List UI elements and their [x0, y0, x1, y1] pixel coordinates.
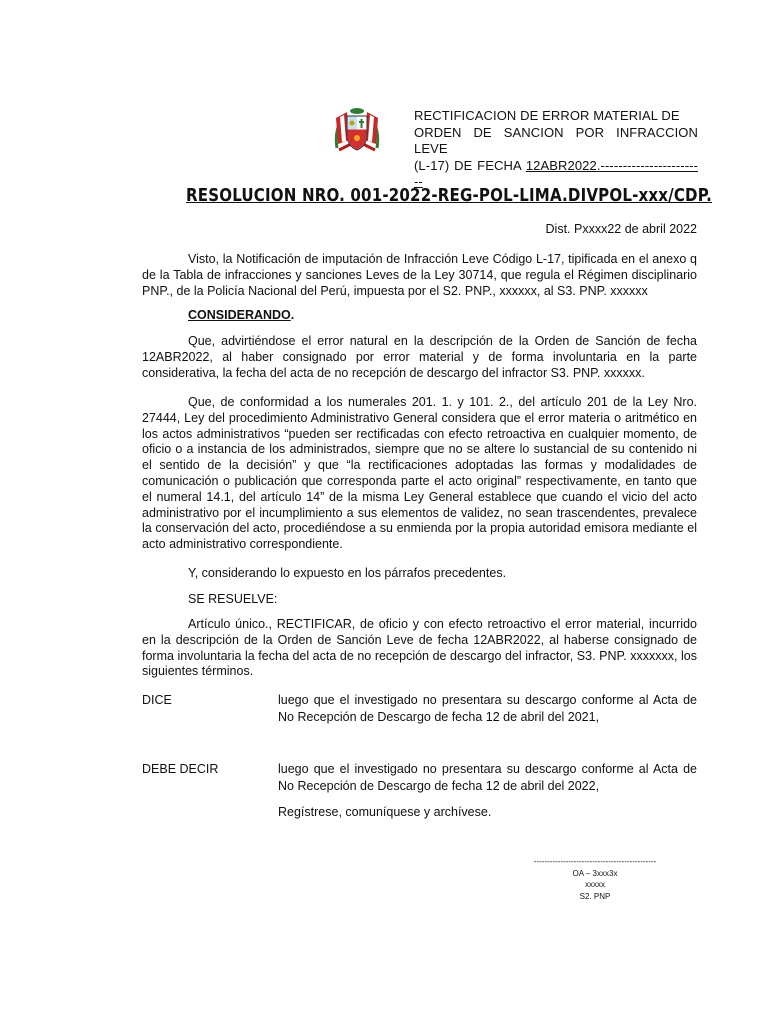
peru-coat-of-arms-icon — [331, 106, 383, 156]
header-title-line: RECTIFICACION DE ERROR MATERIAL DE — [414, 108, 680, 123]
signature-line: ---------------------------------------------- — [533, 857, 657, 866]
se-resuelve-heading: SE RESUELVE: — [188, 592, 278, 606]
header-title-date-value: 12ABR2022 — [525, 157, 597, 173]
debe-decir-label: DEBE DECIR — [142, 762, 219, 776]
considerando-suffix: . — [290, 308, 295, 322]
date-line: Dist. Pxxxx22 de abril 2022 — [545, 222, 697, 236]
signature-id: xxxxx — [585, 880, 605, 889]
signature-name: OA – 3xxx3x — [572, 868, 618, 878]
header-title-prefix: (L-17) DE FECHA — [414, 157, 526, 173]
signature-block — [525, 856, 665, 902]
considering-summary: Y, considerando lo expuesto en los párrafos precedentes. — [188, 566, 507, 580]
header-title-dashes: .------------------------ — [414, 157, 698, 189]
dice-text: luego que el investigado no presentara su descargo conforme al Acta de No Recepción de Descargo de fecha 12 de abril del 2021, — [278, 693, 697, 724]
header-title-line: ORDEN DE SANCION POR INFRACCION LEVE — [414, 124, 698, 156]
considerando-label: CONSIDERANDO — [188, 308, 291, 322]
considerando-paragraph-2: Que, de conformidad a los numerales 201. 1. y 101. 2., del artículo 201 de la Ley Nro. 27444, Ley del procedimiento Administrativo General considera que el error materia o aritmético en los actos administrativos “pueden ser rectificadas con efecto retroactiva en cualquier momento, de oficio o a instancia de los administrados, siempre que no se altere lo sustancial de su contenido ni el sentido de la decisión” y que “la rectificaciones adoptadas las formas y modalidades de comunicación o publicación que corresponda parte el acto original” respectivamente, en tanto que el numeral 14.1, del artículo 14” de la misma Ley General establece que cuando el vicio del acto administrativo por el incumplimiento a sus elementos de validez, no sean trascendentes, prevalece la conservación del acto, procediéndose a su enmienda por la propia autoridad emisora mediante el acto administrativo correspondiente. — [142, 395, 697, 552]
document-header-title — [414, 108, 698, 191]
debe-decir-text: luego que el investigado no presentara su descargo conforme al Acta de No Recepción de Descargo de fecha 12 de abril del 2022, — [278, 762, 697, 793]
considerando-paragraph-1: Que, advirtiéndose el error natural en la descripción de la Orden de Sanción de fecha 12ABR2022, al haber consignado por error material y de forma involuntaria en la parte considerativa, la fecha del acta de no recepción de descargo del infractor S3. PNP. xxxxxx. — [142, 334, 697, 380]
signature-rank: S2. PNP — [579, 891, 611, 901]
visto-paragraph: Visto, la Notificación de imputación de Infracción Leve Código L-17, tipificada en el anexo q de la Tabla de infracciones y sanciones Leves de la Ley 30714, que regula el Régimen disciplinario PNP., de la Policía Nacional del Perú, impuesta por el S2. PNP., xxxxxx, al S3. PNP. xxxxxx — [142, 252, 697, 298]
dice-label: DICE — [142, 693, 172, 707]
closing-text: Regístrese, comuníquese y archívese. — [278, 805, 492, 819]
resolution-title: RESOLUCION NRO. 001-2022-REG-POL-LIMA.DIVPOL-xxx/CDP. — [186, 186, 713, 206]
considerando-heading — [188, 308, 294, 322]
articulo-unico-paragraph: Artículo único., RECTIFICAR, de oficio y con efecto retroactivo el error material, incurrido en la descripción de la Orden de Sanción Leve de fecha 12ABR2022, al haberse consignado de forma involuntaria la fecha del acta de no recepción de descargo del infractor, S3. PNP. xxxxxxx, los siguientes términos. — [142, 617, 697, 679]
